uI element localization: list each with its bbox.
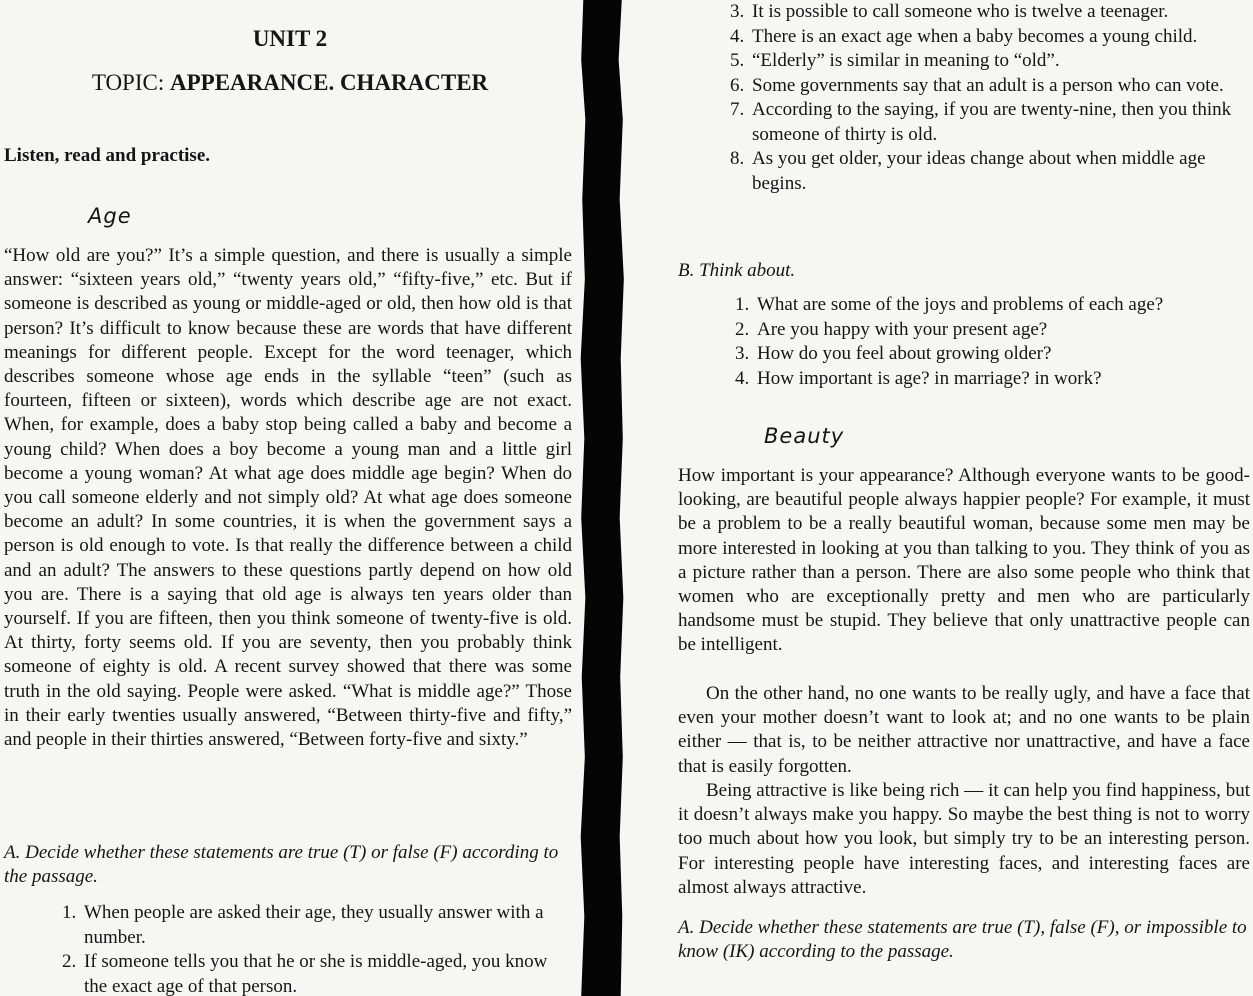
statements-list-right — [730, 0, 1250, 196]
beauty-paragraph-3: Being attractive is like being rich — it can help you find happiness, but it doesn’t always make you happy. So maybe the best thing is not to worry too much about how you look, but simply try to be an interesting person. For interesting people have interesting faces, and interesting faces are almost always attractive. — [678, 780, 1250, 898]
statement-item: 6. Some governments say that an adult is a person who can vote. — [730, 74, 1224, 96]
question-item: 4. How important is age? in marriage? in work? — [735, 367, 1102, 389]
age-text: “How old are you?” It’s a simple question, and there is usually a simple answer: “sixteen years old,” “twenty years old,” “fifty-five,” etc. But if someone is described as young or middle-aged or old, then how old is that person? It’s difficult to know because these are words that have different meanings for different people. Except for the word teenager, which describes someone whose age ends in the syllable “teen” (such as fourteen, fifteen or sixteen), words which describe age are not exact. When, for example, does a baby stop being called a baby and become a young child? When does a boy become a young man and a little girl become a young woman? At what age does middle age begin? When do you call someone elderly and not simply old? At what age does someone become an adult? In some countries, it is when the government says a person is old enough to vote. Is that really the difference between a child and an adult? The answers to these questions partly depend on how old you are. There is a saying that old age is always ten years older than yourself. If you are fifteen, then you think someone of twenty-five is old. At thirty, forty seems old. If you are seventy, then you probably think someone of eighty is old. A recent survey showed that there was some truth in the old saying. People were asked. “What is middle age?” Those in their early twenties usually answered, “Between thirty-five and fifty,” and people in their thirties answered, “Between forty-five and sixty.” — [4, 245, 572, 751]
unit-title: UNIT 2 — [252, 26, 328, 51]
topic-title — [0, 70, 580, 96]
topic-prefix: TOPIC: — [91, 70, 170, 95]
left-page — [0, 0, 588, 996]
task-b-instruction: B. Think about. — [678, 260, 796, 281]
statements-list-left — [62, 901, 572, 996]
beauty-heading: Beauty — [764, 424, 845, 448]
question-item: 1. What are some of the joys and problems of each age? — [735, 294, 1164, 315]
statement-item: 3. It is possible to call someone who is twelve a teenager. — [730, 1, 1169, 22]
question-item: 3. How do you feel about growing older? — [735, 343, 1052, 364]
question-item: 2. Are you happy with your present age? — [735, 318, 1048, 340]
age-heading: Age — [88, 204, 132, 228]
topic-name: APPEARANCE. CHARACTER — [170, 70, 489, 95]
statement-item: 2. If someone tells you that he or she is middle-aged, you know the exact age of that person. — [62, 951, 548, 996]
statement-item: 7. According to the saying, if you are twenty-nine, then you think someone of thirty is old. — [730, 99, 1232, 145]
statement-item: 5. “Elderly” is similar in meaning to “old”. — [730, 50, 1060, 71]
instruction: Listen, read and practise. — [4, 145, 211, 166]
beauty-paragraph-1: How important is your appearance? Although everyone wants to be good-looking, are beautiful people always happier people? For example, it must be a problem to be a really beautiful woman, because some men may be more interested in looking at you than talking to you. They think of you as a picture rather than a person. There are also some people who think that women who are exceptionally pretty and men who are particularly handsome must be stupid. They believe that only unattractive people can be intelligent. — [678, 465, 1250, 656]
statement-item: 1. When people are asked their age, they usually answer with a number. — [62, 902, 544, 948]
right-page — [620, 0, 1253, 996]
task-a-instruction: A. Decide whether these statements are true (T) or false (F) according to the passage. — [4, 842, 559, 887]
statement-item: 4. There is an exact age when a baby becomes a young child. — [730, 25, 1198, 47]
task-a2-instruction: A. Decide whether these statements are true (T), false (F), or impossible to know (IK) according to the passage. — [678, 917, 1247, 962]
beauty-paragraph-2: On the other hand, no one wants to be really ugly, and have a face that even your mother doesn’t want to look at; and no one wants to be plain either — that is, to be neither attractive nor unattractive, and have a face that is easily forgotten. — [678, 683, 1250, 777]
statement-item: 8. As you get older, your ideas change about when middle age begins. — [730, 148, 1206, 194]
questions-list — [735, 293, 1250, 391]
